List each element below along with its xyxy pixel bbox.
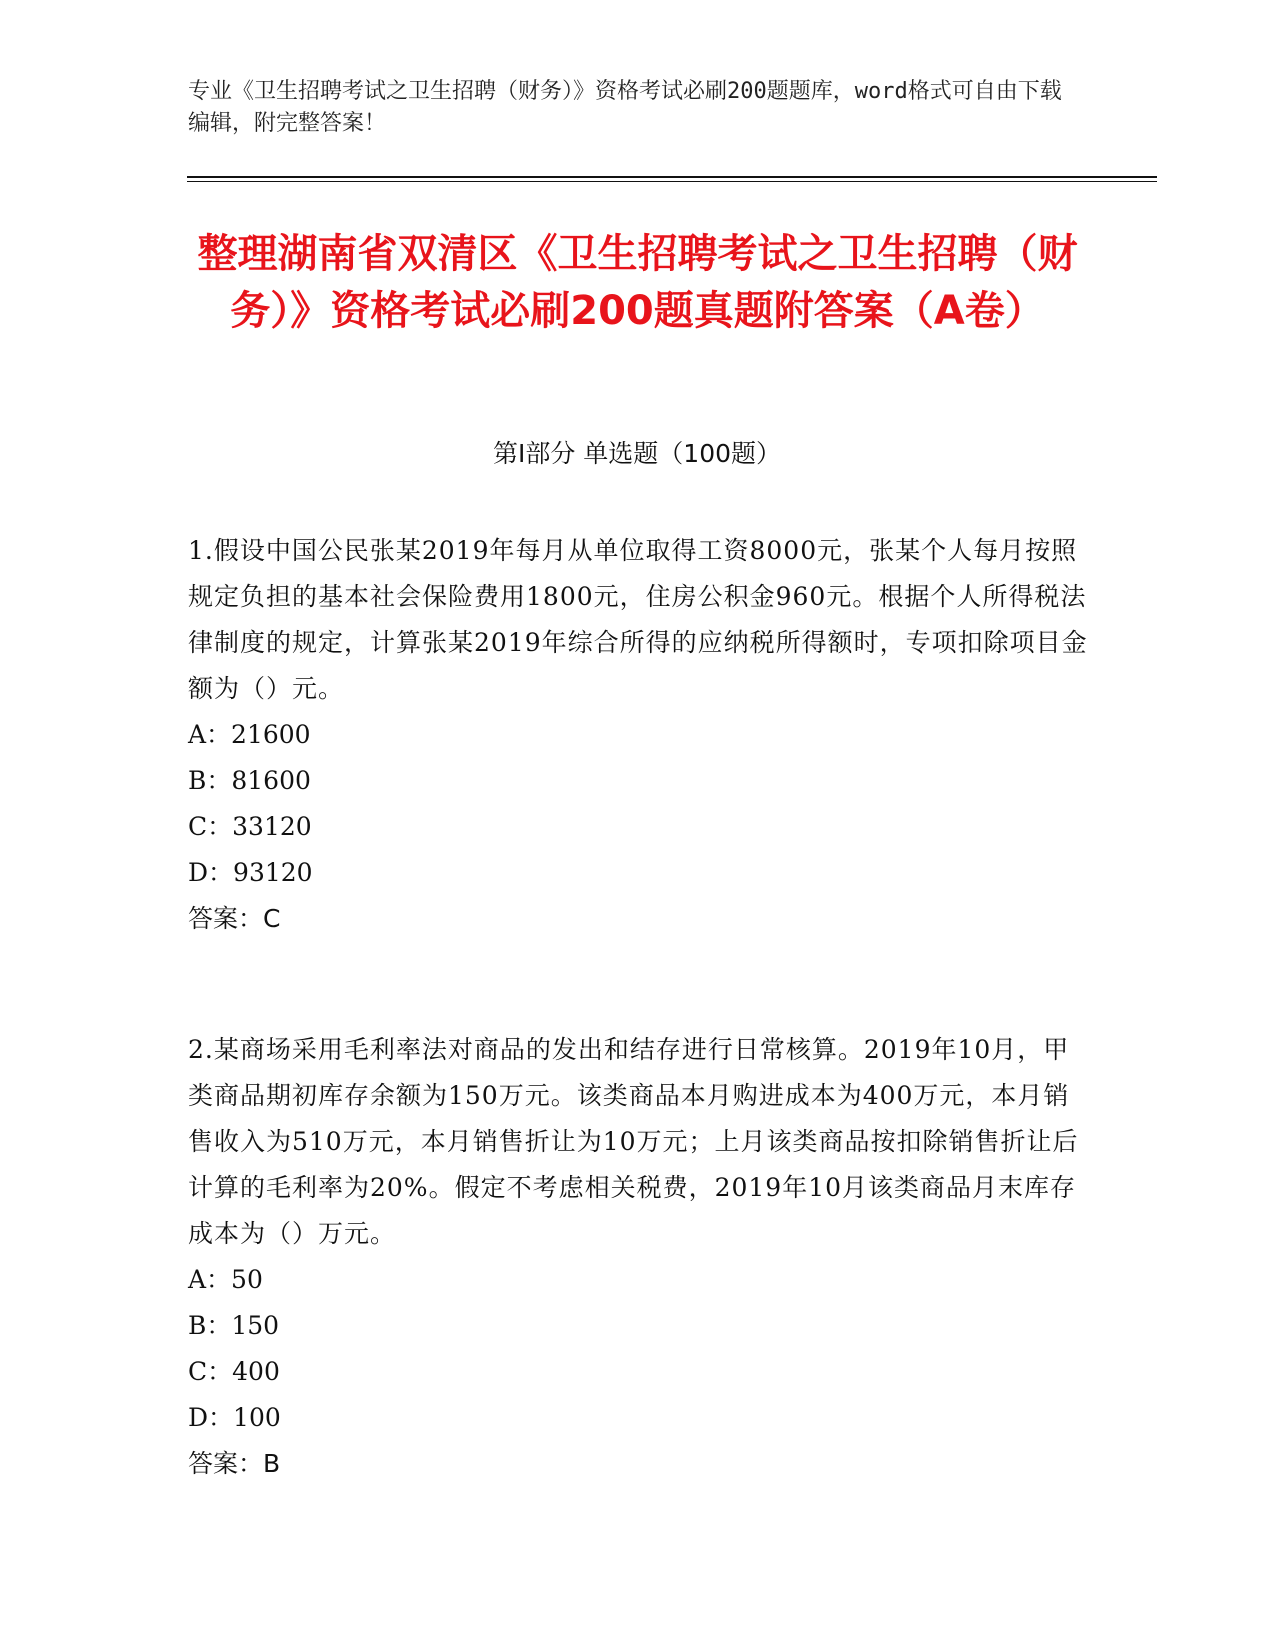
option-a: A：21600 (188, 720, 311, 749)
question-stem: 1.假设中国公民张某2019年每月从单位取得工资8000元，张某个人每月按照规定负担的基本社会保险费用1800元，住房公积金960元。根据个人所得税法律制度的规定，计算张某2019年综合所得的应纳税所得额时，专项扣除项目金额为（）元。 (188, 536, 1088, 703)
option-c: C：33120 (188, 812, 312, 841)
option-a: A：50 (188, 1265, 263, 1294)
section-heading: 第I部分 单选题（100题） (492, 439, 782, 468)
header-divider-thick (187, 176, 1157, 178)
option-d: D：93120 (188, 858, 313, 887)
question-stem: 2.某商场采用毛利率法对商品的发出和结存进行日常核算。2019年10月，甲类商品期初库存余额为150万元。该类商品本月购进成本为400万元，本月销售收入为510万元，本月销售折让为10万元；上月该类商品按扣除销售折让后计算的毛利率为20%。假定不考虑相关税费，2019年10月该类商品月末库存成本为（）万元。 (188, 1035, 1079, 1248)
header-note: 专业《卫生招聘考试之卫生招聘（财务）》资格考试必刷200题题库，word格式可自由下载编辑，附完整答案！ (188, 79, 1062, 136)
option-c: C：400 (188, 1357, 280, 1386)
question-block (188, 528, 1088, 942)
option-d: D：100 (188, 1403, 281, 1432)
answer-line: 答案：C (188, 904, 281, 933)
header-divider-thin (187, 181, 1157, 182)
option-b: B：81600 (188, 766, 311, 795)
option-b: B：150 (188, 1311, 280, 1340)
answer-line: 答案：B (188, 1449, 281, 1478)
question-block (188, 1027, 1088, 1487)
document-title: 整理湖南省双清区《卫生招聘考试之卫生招聘（财务）》资格考试必刷200题真题附答案（A卷） (197, 231, 1078, 334)
